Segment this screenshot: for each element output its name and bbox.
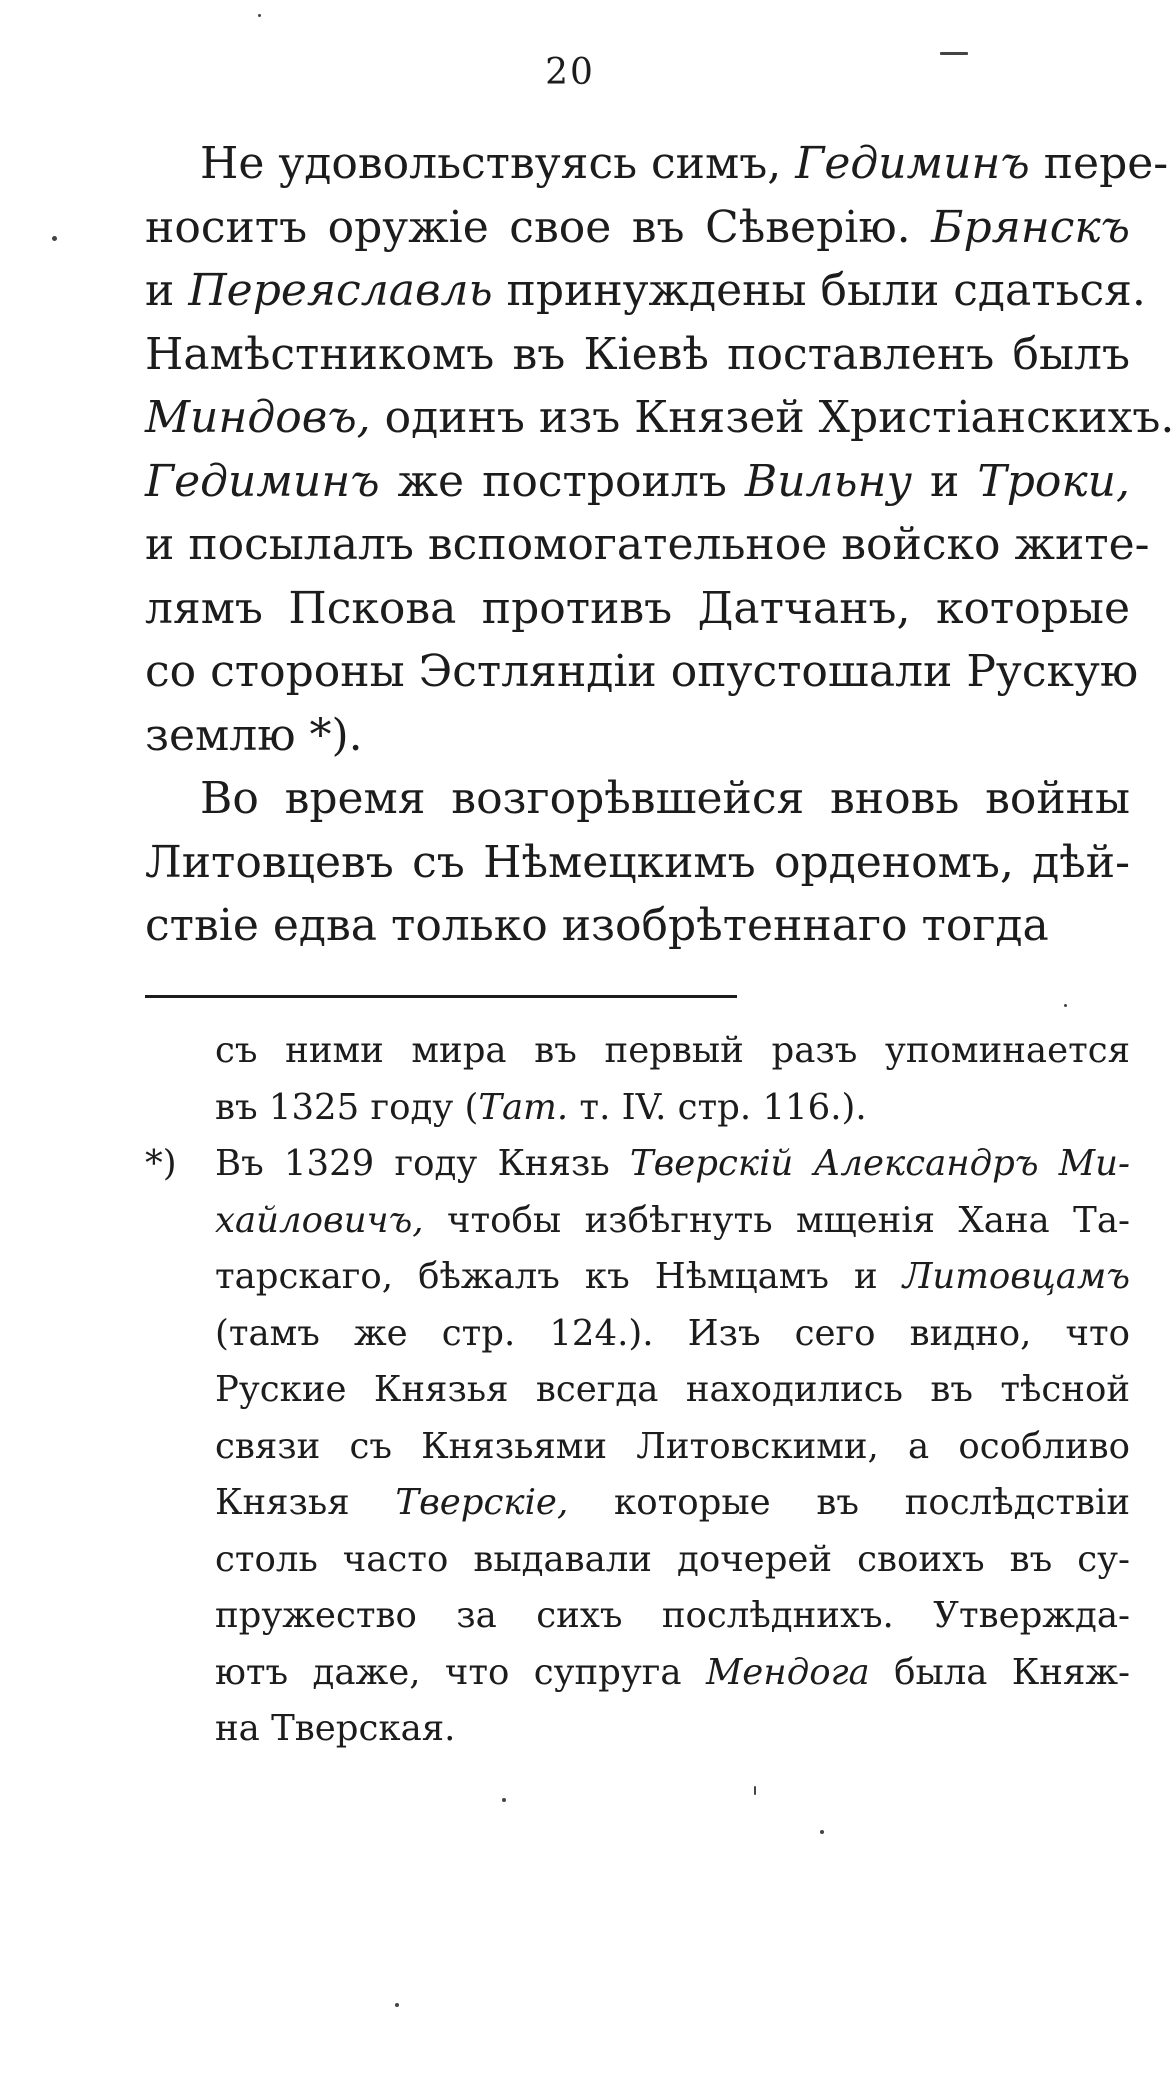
text-segment: тарскаго, бѣжалъ къ Нѣмцамъ и [215, 1256, 903, 1297]
footnote-line [145, 1645, 1130, 1702]
italic-name-text: Гедиминъ [795, 138, 1030, 189]
footnote-line [145, 1193, 1130, 1250]
footnote-line [145, 1588, 1130, 1645]
footnote-line [145, 1419, 1130, 1476]
footnote-line [145, 1249, 1130, 1306]
text-segment: землю *). [145, 709, 363, 761]
italic-name-text: Мендога [705, 1651, 870, 1693]
main-text-line [145, 196, 1130, 260]
text-segment: связи съ Князьями Литовскими, а особливо [215, 1425, 1130, 1467]
footnote-line [145, 1475, 1130, 1532]
text-segment: въ 1325 году ( [215, 1086, 479, 1128]
text-segment: Въ 1329 году Князь [215, 1143, 630, 1184]
footnote-line [145, 1080, 1130, 1137]
main-text [145, 132, 1174, 958]
text-segment: ютъ даже, что супруга [215, 1651, 706, 1693]
text-segment: носитъ оружіе свое въ Сѣверію. [145, 201, 932, 253]
main-text-line [145, 640, 1139, 704]
footnote-line [145, 1306, 1130, 1363]
footnote-line [145, 1701, 1130, 1758]
footnote-marker: *) [145, 1143, 177, 1184]
text-segment: же построилъ [379, 455, 745, 507]
main-text-line [145, 577, 1130, 641]
page-number: 20 [545, 52, 595, 93]
print-speck [258, 14, 261, 17]
text-segment: и [912, 455, 978, 507]
print-speck [940, 52, 968, 55]
italic-name-text: Брянскъ [931, 201, 1130, 253]
text-segment: пружество за сихъ послѣднихъ. Утвержда- [215, 1595, 1130, 1636]
main-text-line [145, 831, 1130, 895]
italic-name-text: хайловичъ, [215, 1199, 424, 1241]
footnote-separator-rule [145, 995, 737, 998]
footnote-line [145, 1362, 1130, 1419]
text-segment: (тамъ же стр. 124.). Изъ сего видно, что [215, 1312, 1130, 1354]
italic-name-text: Тат. [478, 1086, 569, 1128]
footnote-line [145, 1023, 1130, 1080]
italic-name-text: Литовцамъ [902, 1256, 1130, 1297]
footnote-line [145, 1136, 1130, 1193]
text-segment: была Княж- [869, 1651, 1130, 1693]
text-segment: лямъ Пскова противъ Датчанъ, которые [145, 582, 1130, 634]
print-speck [820, 1830, 824, 1834]
main-text-line [145, 894, 1130, 958]
italic-name-text: Переяславль [188, 265, 493, 316]
italic-name-text: Тверскіе, [395, 1482, 569, 1523]
print-speck [1064, 1004, 1067, 1007]
italic-name-text: Троки, [977, 455, 1130, 507]
text-segment: на Тверская. [215, 1708, 456, 1749]
italic-name-text: Вильну [744, 455, 913, 507]
text-segment: Князья [215, 1482, 396, 1523]
text-segment: пере- [1029, 138, 1169, 189]
text-segment: чтобы избѣгнуть мщенія Хана Та- [423, 1199, 1130, 1241]
print-speck [395, 2003, 399, 2007]
print-speck [502, 1798, 506, 1802]
footnote-line [145, 1532, 1130, 1589]
main-text-line [145, 323, 1130, 387]
main-text-line [145, 767, 1130, 831]
italic-name-text: Гедиминъ [145, 455, 380, 507]
text-segment: Не удовольствуясь симъ, [200, 138, 796, 189]
text-segment: ствіе едва только изобрѣтеннаго тогда [145, 900, 1049, 951]
text-segment: Во время возгорѣвшейся вновь войны [200, 773, 1130, 824]
footnotes [145, 1023, 1130, 1758]
main-text-line [145, 704, 1130, 768]
print-speck [52, 236, 57, 241]
text-segment: столь часто выдавали дочерей своихъ въ су- [215, 1538, 1130, 1580]
text-segment: одинъ изъ Князей Христіанскихъ. [370, 392, 1174, 443]
text-segment: со стороны Эстляндіи опустошали Рускую [145, 646, 1139, 697]
main-text-line [145, 513, 1150, 577]
italic-name-text: Тверскій Александръ Ми- [629, 1143, 1130, 1184]
main-text-line [145, 450, 1130, 514]
text-segment: Намѣстникомъ въ Кіевѣ поставленъ былъ [145, 328, 1130, 380]
text-segment: Литовцевъ съ Нѣмецкимъ орденомъ, дѣй- [145, 836, 1130, 888]
print-speck [754, 1786, 756, 1795]
text-segment: съ ними мира въ первый разъ упоминается [215, 1030, 1130, 1071]
text-segment: и [145, 265, 189, 316]
text-segment: Руские Князья всегда находились въ тѣсной [215, 1369, 1130, 1410]
text-segment: принуждены были сдаться. [492, 265, 1146, 316]
text-segment: т. IV. стр. 116.). [568, 1086, 867, 1128]
main-text-line [145, 386, 1174, 450]
text-segment: и посылалъ вспомогательное войско жите- [145, 519, 1150, 570]
italic-name-text: Миндовъ, [145, 392, 371, 443]
main-text-line [145, 132, 1169, 196]
main-text-line [145, 259, 1146, 323]
text-segment: которые въ послѣдствіи [568, 1482, 1130, 1523]
